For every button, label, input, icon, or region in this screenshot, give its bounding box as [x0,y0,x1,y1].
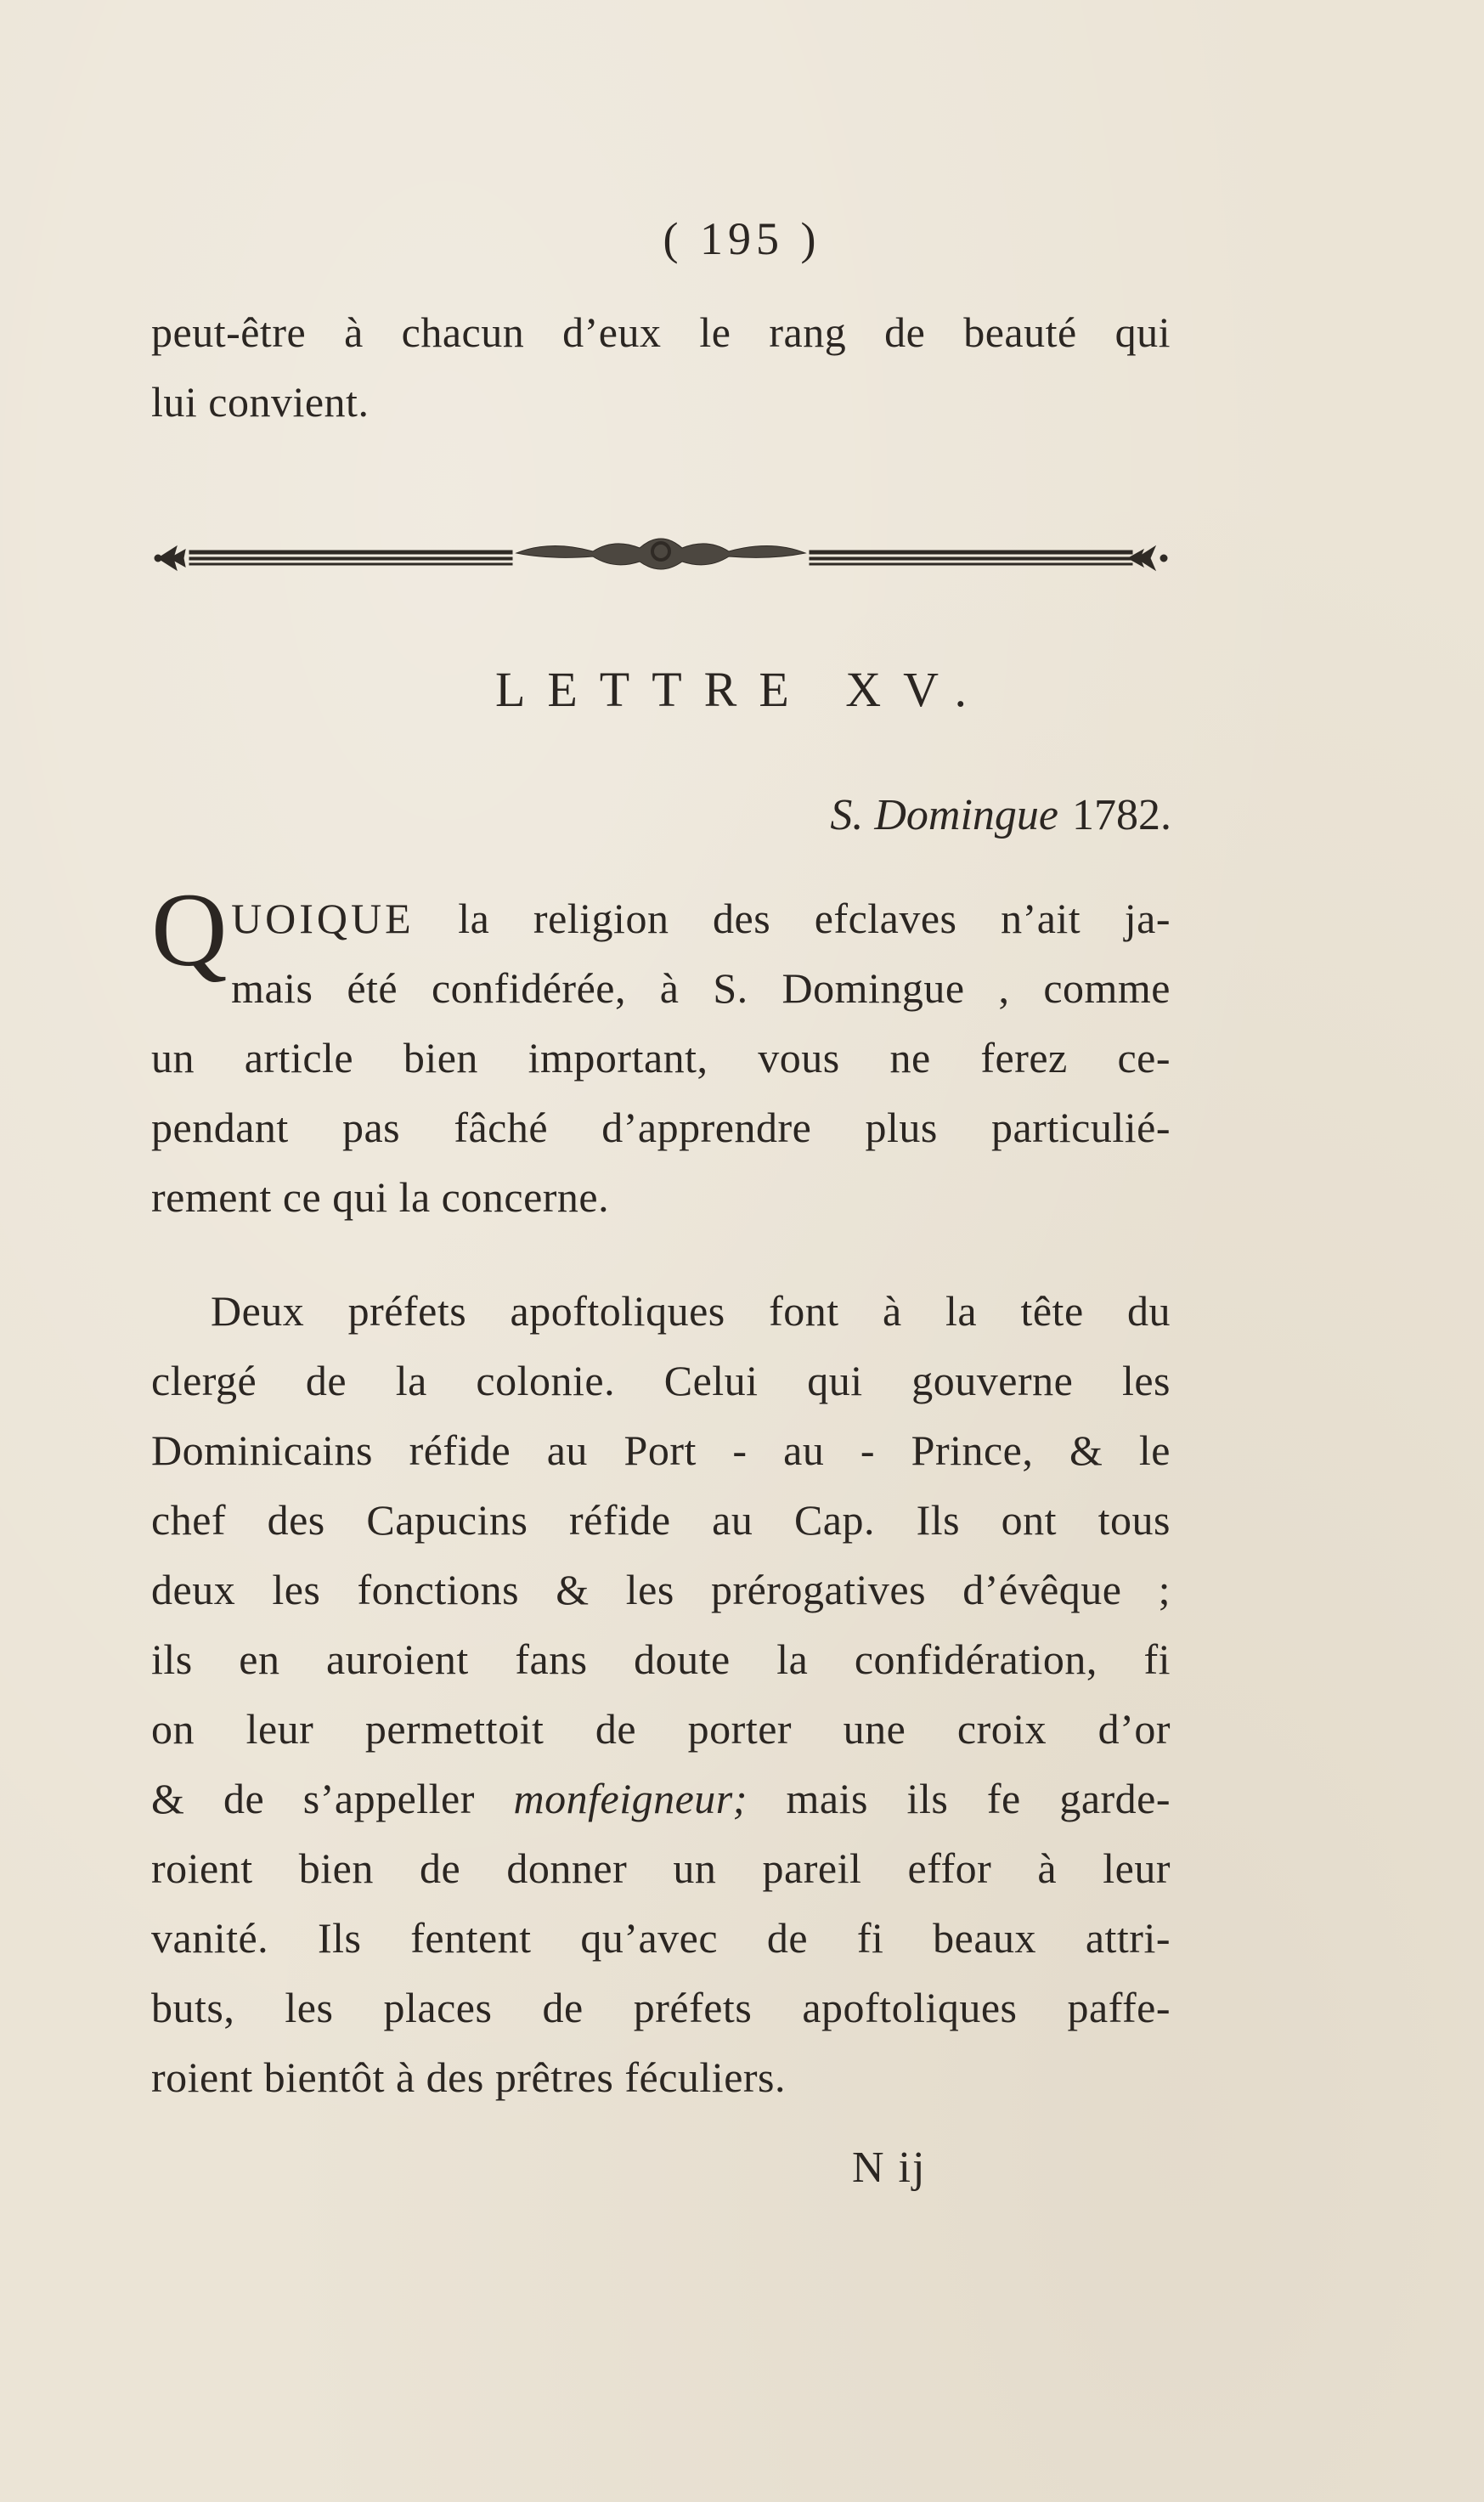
opening-word: UOIQUE [231,895,415,942]
letter-title: LETTRE XV. [494,662,990,717]
text-line: peut-être à chacun d’eux le rang de beauté qui [151,308,1171,356]
text-line: rement ce qui la concerne. [151,1173,610,1221]
text-line: mais été confidérée, à S. Domingue , comme [231,964,1171,1012]
text-line: deux les fonctions & les prérogatives d’évêque ; [151,1566,1171,1613]
text-line: lui convient. [151,378,370,426]
text-line: Deux préfets apoftoliques font à la tête du [211,1287,1171,1335]
text-line: vanité. Ils fentent qu’avec de fi beaux attri- [151,1914,1171,1962]
text-line: on leur permettoit de porter une croix d’or [151,1705,1171,1753]
dateline-place: S. Domingue [830,791,1058,839]
decorative-rule-ornament [151,522,1171,590]
paragraph-1 [151,872,1171,1232]
text-line: roient bien de donner un pareil effor à leur [151,1844,1171,1892]
page-number: ( 195 ) [663,213,821,264]
text-line: chef des Capucins réfide au Cap. Ils ont tous [151,1496,1171,1544]
text-line: buts, les places de préfets apoftoliques paffe- [151,1984,1171,2031]
dateline [830,790,1171,840]
text-line-with-italic [151,1764,1171,1833]
text-line: Dominicains réfide au Port - au - Prince, & le [151,1426,1171,1474]
line-start: & de s’appeller [151,1775,475,1822]
first-line-text: la religion des efclaves n’ait ja- [458,895,1171,942]
text-line: clergé de la colonie. Celui qui gouverne les [151,1357,1171,1404]
drop-cap: Q [151,872,229,988]
text-line: roient bientôt à des prêtres féculiers. [151,2053,786,2101]
signature-mark: N ij [852,2143,927,2192]
dateline-year: 1782. [1072,791,1171,839]
text-line: pendant pas fâché d’apprendre plus particulié- [151,1104,1171,1151]
line-end: mais ils fe garde- [786,1775,1171,1822]
carry-over-text [151,297,1171,437]
paragraph-2 [151,1276,1171,2112]
italic-term: monfeigneur; [513,1775,748,1822]
text-line: ils en auroient fans doute la confidération, fi [151,1635,1171,1683]
text-line: un article bien important, vous ne ferez ce- [151,1034,1171,1082]
